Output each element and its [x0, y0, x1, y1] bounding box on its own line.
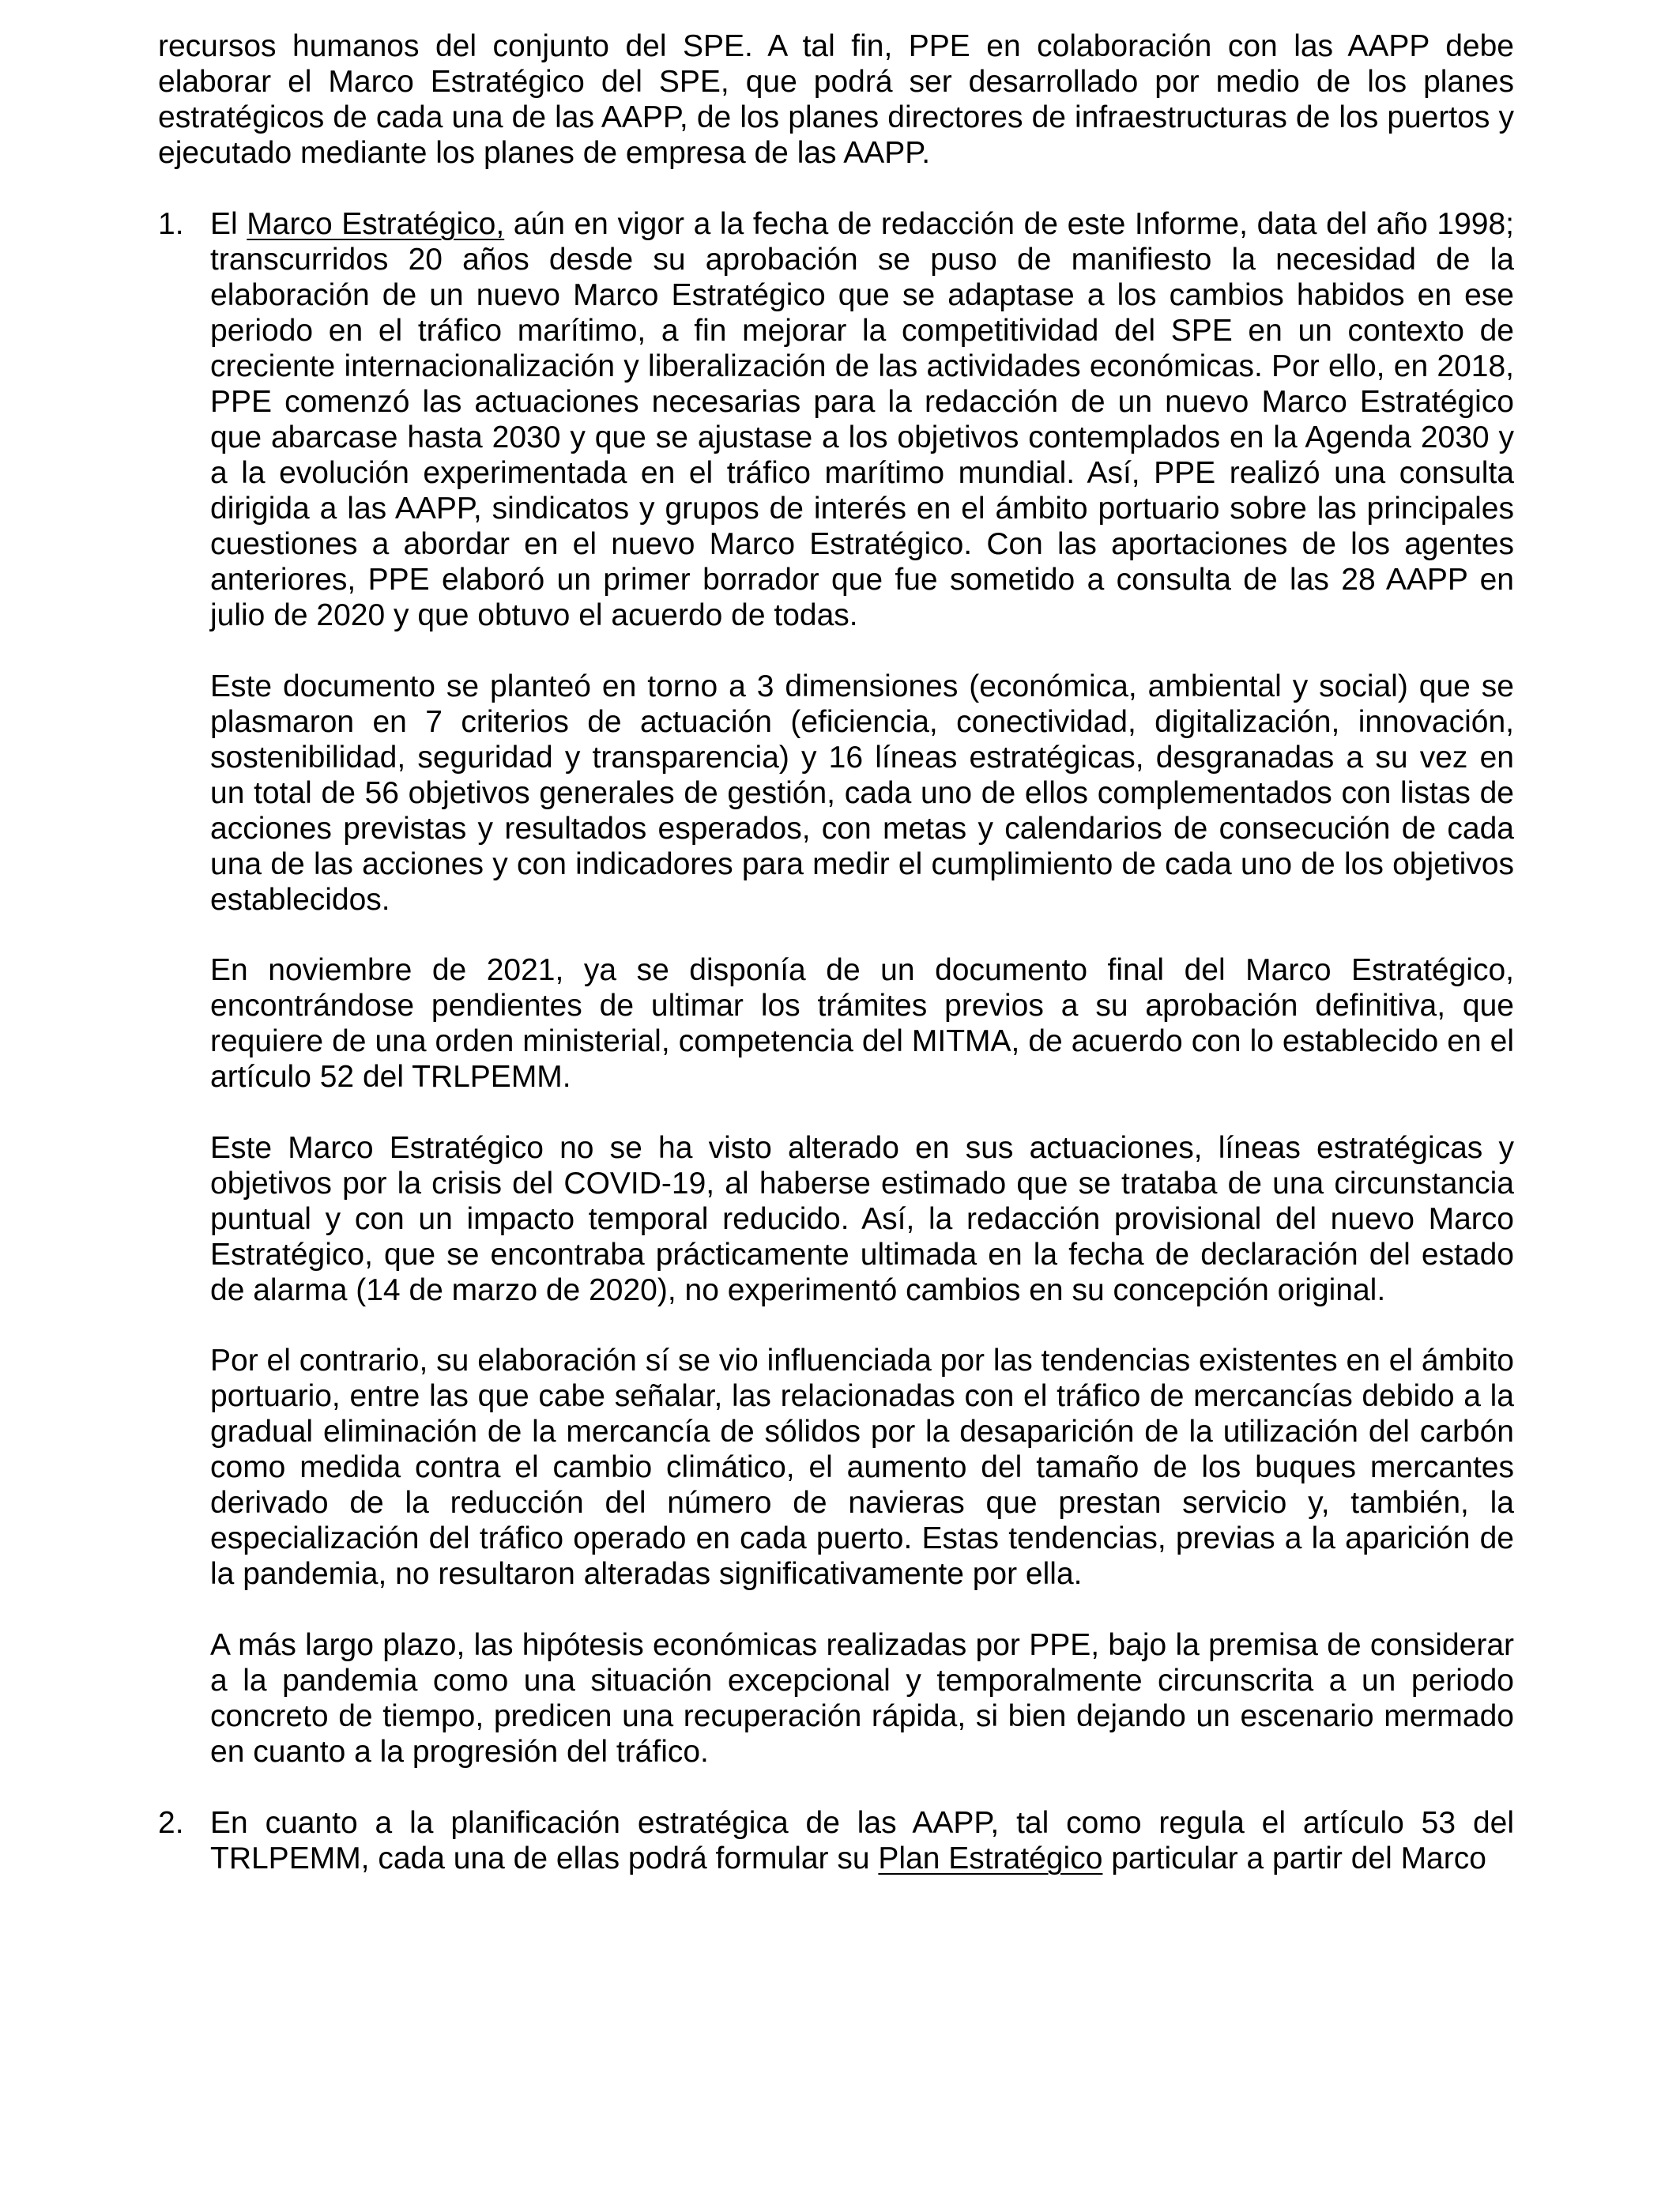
item-1-rest: aún en vigor a la fecha de redacción de este Informe, data del año 1998; transcurridos 20 años desde su aprobación se puso de manifiesto la necesidad de la elaboración de un nuevo Marco Estratégico que se adaptase a los cambios habidos en ese periodo en el tráfico marítimo, a fin mejorar la competitividad del SPE en un contexto de creciente internacionalización y liberalización de las actividades económicas. Por ello, en 2018, PPE comenzó las actuaciones necesarias para la redacción de un nuevo Marco Estratégico que abarcase hasta 2030 y que se ajustase a los objetivos contemplados en la Agenda 2030 y a la evolución experimentada en el tráfico marítimo mundial. Así, PPE realizó una consulta dirigida a las AAPP, sindicatos y grupos de interés en el ámbito portuario sobre las principales cuestiones a abordar en el nuevo Marco Estratégico. Con las aportaciones de los agentes anteriores, PPE elaboró un primer borrador que fue sometido a consulta de las 28 AAPP en julio de 2020 y que obtuvo el acuerdo de todas. — [210, 207, 1515, 632]
list-number-2: 2. — [158, 1806, 184, 1840]
item-1-paragraph-6: A más largo plazo, las hipótesis económicas realizadas por PPE, bajo la premisa de considerar a la pandemia como una situación excepcional y temporalmente circunscrita a un periodo concreto de tiempo, predicen una recuperación rápida, si bien dejando un escenario mermado en cuanto a la progresión del tráfico. — [210, 1628, 1514, 1769]
intro-paragraph: recursos humanos del conjunto del SPE. A tal fin, PPE en colaboración con las AAPP debe elaborar el Marco Estratégico del SPE, que podrá ser desarrollado por medio de los planes estratégicos de cada una de las AAPP, de los planes directores de infraestructuras de los puertos y ejecutado mediante los planes de empresa de las AAPP. — [158, 29, 1514, 170]
item-1-paragraph-2: Este documento se planteó en torno a 3 dimensiones (económica, ambiental y social) que se plasmaron en 7 criterios de actuación (eficiencia, conectividad, digitalización, innovación, sostenibilidad, seguridad y transparencia) y 16 líneas estratégicas, desgranadas a su vez en un total de 56 objetivos generales de gestión, cada uno de ellos complementados con listas de acciones previstas y resultados esperados, con metas y calendarios de consecución de cada una de las acciones y con indicadores para medir el cumplimiento de cada uno de los objetivos establecidos. — [210, 669, 1514, 917]
item-1-paragraph-3: En noviembre de 2021, ya se disponía de un documento final del Marco Estratégico, encontrándose pendientes de ultimar los trámites previos a su aprobación definitiva, que requiere de una orden ministerial, competencia del MITMA, de acuerdo con lo establecido en el artículo 52 del TRLPEMM. — [210, 953, 1514, 1094]
list-number-1: 1. — [158, 207, 184, 241]
item-1-paragraph-5: Por el contrario, su elaboración sí se vio influenciada por las tendencias existentes en el ámbito portuario, entre las que cabe señalar, las relacionadas con el tráfico de mercancías debido a la gradual eliminación de la mercancía de sólidos por la desaparición de la utilización del carbón como medida contra el cambio climático, el aumento del tamaño de los buques mercantes derivado de la reducción del número de navieras que prestan servicio y, también, la especialización del tráfico operado en cada puerto. Estas tendencias, previas a la aparición de la pandemia, no resultaron alteradas significativamente por ella. — [210, 1344, 1514, 1591]
plan-estrategico-link[interactable]: Plan Estratégico — [878, 1842, 1103, 1875]
item-1-lead: El — [210, 207, 247, 241]
item-2-lead: En cuanto a la planificación estratégica de las AAPP, tal como regula el artículo 53 del TRLPEMM, cada una de ellas podrá formular su — [210, 1806, 1514, 1875]
item-1-paragraph — [210, 206, 1514, 633]
item-1-paragraph-4: Este Marco Estratégico no se ha visto alterado en sus actuaciones, líneas estratégicas y objetivos por la crisis del COVID-19, al haberse estimado que se trataba de una circunstancia puntual y con un impacto temporal reducido. Así, la redacción provisional del nuevo Marco Estratégico, que se encontraba prácticamente ultimada en la fecha de declaración del estado de alarma (14 de marzo de 2020), no experimentó cambios en su concepción original. — [210, 1131, 1514, 1307]
item-2-paragraph — [210, 1805, 1514, 1876]
marco-estrategico-link[interactable]: Marco Estratégico, — [247, 207, 505, 241]
item-2-rest: particular a partir del Marco — [1102, 1842, 1486, 1875]
